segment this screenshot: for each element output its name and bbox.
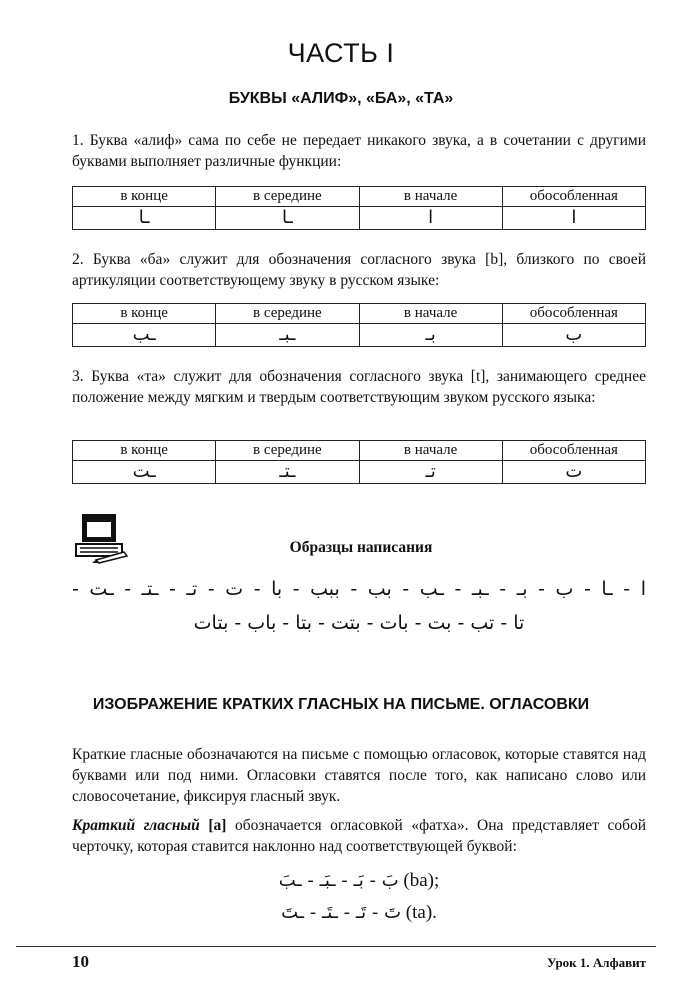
column-header-final: в конце (73, 187, 216, 207)
form-isolated: ا (502, 207, 645, 230)
form-isolated: ت (502, 461, 645, 484)
column-header-isolated: обособленная (502, 187, 645, 207)
column-header-initial: в начале (359, 304, 502, 324)
form-final: ـب (73, 324, 216, 347)
form-medial: ـبـ (216, 324, 359, 347)
alif-description: 1. Буква «алиф» сама по себе не передает никакого звука, а в сочетании с другими буквами выполняет различные функции: (72, 132, 646, 170)
section-title: ИЗОБРАЖЕНИЕ КРАТКИХ ГЛАСНЫХ НА ПИСЬМЕ. ОГЛАСОВКИ (92, 696, 590, 713)
samples-title: Образцы написания (289, 539, 433, 556)
column-header-isolated: обособленная (502, 304, 645, 324)
example-translit: (ba); (403, 870, 440, 891)
form-initial: ا (359, 207, 502, 230)
example-arabic: بَ - بَـ - ـبَـ - ـبَ (278, 870, 399, 891)
fatha-sound: [a] (208, 817, 227, 834)
fatha-example-ta (72, 902, 646, 924)
vowels-paragraph: Краткие гласные обозначаются на письме с помощью огласовок, которые ставятся над буквами или под ними. Огласовки ставятся после того, как написано слово или словосочетание, фиксируя гласный звук. (72, 746, 646, 805)
sample-line-2: تا - تب - بت - بات - بتت - بتا - باب - بتات (193, 612, 525, 634)
column-header-final: в конце (73, 441, 216, 461)
fatha-paragraph (72, 815, 646, 857)
running-head: Урок 1. Алфавит (546, 955, 646, 970)
ta-forms-table (72, 440, 646, 484)
part-title: ЧАСТЬ I (287, 38, 395, 68)
ta-description: 3. Буква «та» служит для обозначения согласного звука [t], занимающего среднее положение между мягким и твердым соответствующим звуком русского языка: (72, 368, 646, 406)
column-header-initial: в начале (359, 187, 502, 207)
column-header-medial: в середине (216, 304, 359, 324)
form-initial: تـ (359, 461, 502, 484)
form-final: ـت (73, 461, 216, 484)
ba-description: 2. Буква «ба» служит для обозначения согласного звука [b], близкого по своей артикуляции соответствующему звуку в русском языке: (72, 251, 646, 289)
column-header-final: в конце (73, 304, 216, 324)
column-header-isolated: обособленная (502, 441, 645, 461)
letters-title: БУКВЫ «АЛИФ», «БА», «ТА» (228, 90, 454, 107)
form-initial: بـ (359, 324, 502, 347)
fatha-example-ba (72, 870, 646, 892)
column-header-medial: в середине (216, 187, 359, 207)
example-translit: (ta). (405, 902, 437, 923)
ba-forms-table (72, 303, 646, 347)
footer-divider (16, 946, 656, 947)
form-isolated: ب (502, 324, 645, 347)
column-header-medial: в середине (216, 441, 359, 461)
fatha-rest: обозначается огласовкой «фатха». Она представляет собой черточку, которая ставится наклонно над соответствующей буквой: (72, 817, 647, 855)
form-final: ـا (73, 207, 216, 230)
page-number: 10 (72, 952, 89, 971)
sample-line-1: ا - ـا - ب - بـ - ـبـ - ـب - بب - ببب - با - ت - تـ - ـتـ - ـت - (72, 578, 646, 600)
alif-forms-table (72, 186, 646, 230)
column-header-initial: в начале (359, 441, 502, 461)
form-medial: ـتـ (216, 461, 359, 484)
form-medial: ـا (216, 207, 359, 230)
fatha-term: Краткий гласный (72, 817, 200, 834)
example-arabic: تَ - تَـ - ـتَـ - ـتَ (281, 902, 402, 923)
